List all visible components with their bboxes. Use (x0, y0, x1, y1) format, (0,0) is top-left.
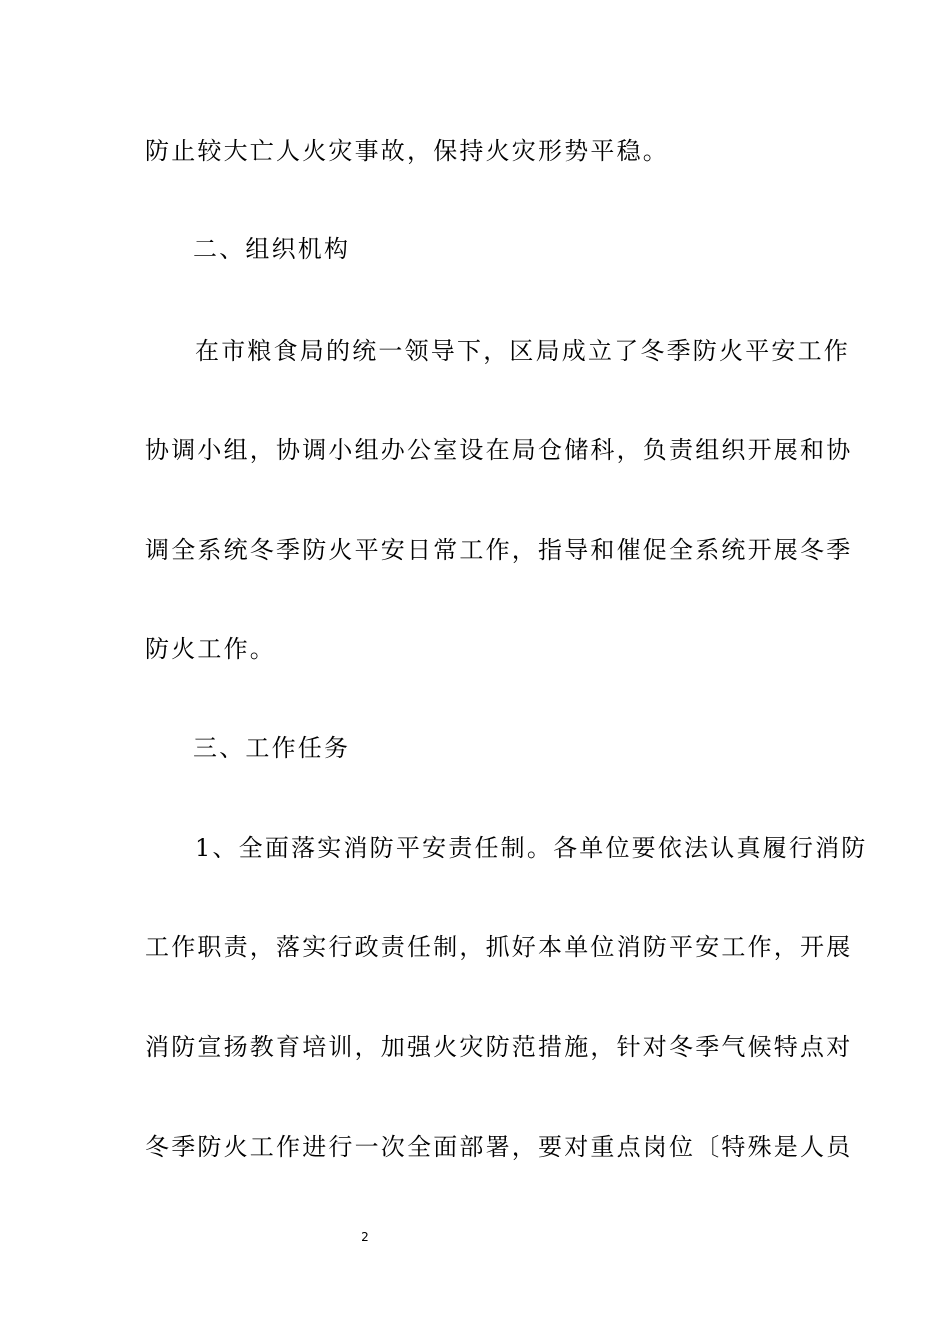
body-text-line: 工作职责，落实行政责任制，抓好本单位消防平安工作，开展 (145, 933, 853, 961)
section-heading: 二、组织机构 (193, 235, 351, 263)
body-text-line: 调全系统冬季防火平安日常工作，指导和催促全系统开展冬季 (145, 536, 853, 564)
section-heading: 三、工作任务 (193, 734, 351, 762)
body-text-line: 防止较大亡人火灾事故，保持火灾形势平稳。 (145, 137, 669, 165)
body-text-line: 1、全面落实消防平安责任制。各单位要依法认真履行消防 (195, 834, 868, 862)
page-number: 2 (361, 1230, 369, 1244)
body-text-line: 冬季防火工作进行一次全面部署，要对重点岗位〔特殊是人员 (145, 1133, 853, 1161)
body-text-line: 消防宣扬教育培训，加强火灾防范措施，针对冬季气候特点对 (145, 1033, 853, 1061)
body-text-line: 协调小组，协调小组办公室设在局仓储科，负责组织开展和协 (145, 436, 853, 464)
body-text-line: 防火工作。 (145, 635, 276, 663)
body-text-line: 在市粮食局的统一领导下，区局成立了冬季防火平安工作 (195, 337, 850, 365)
